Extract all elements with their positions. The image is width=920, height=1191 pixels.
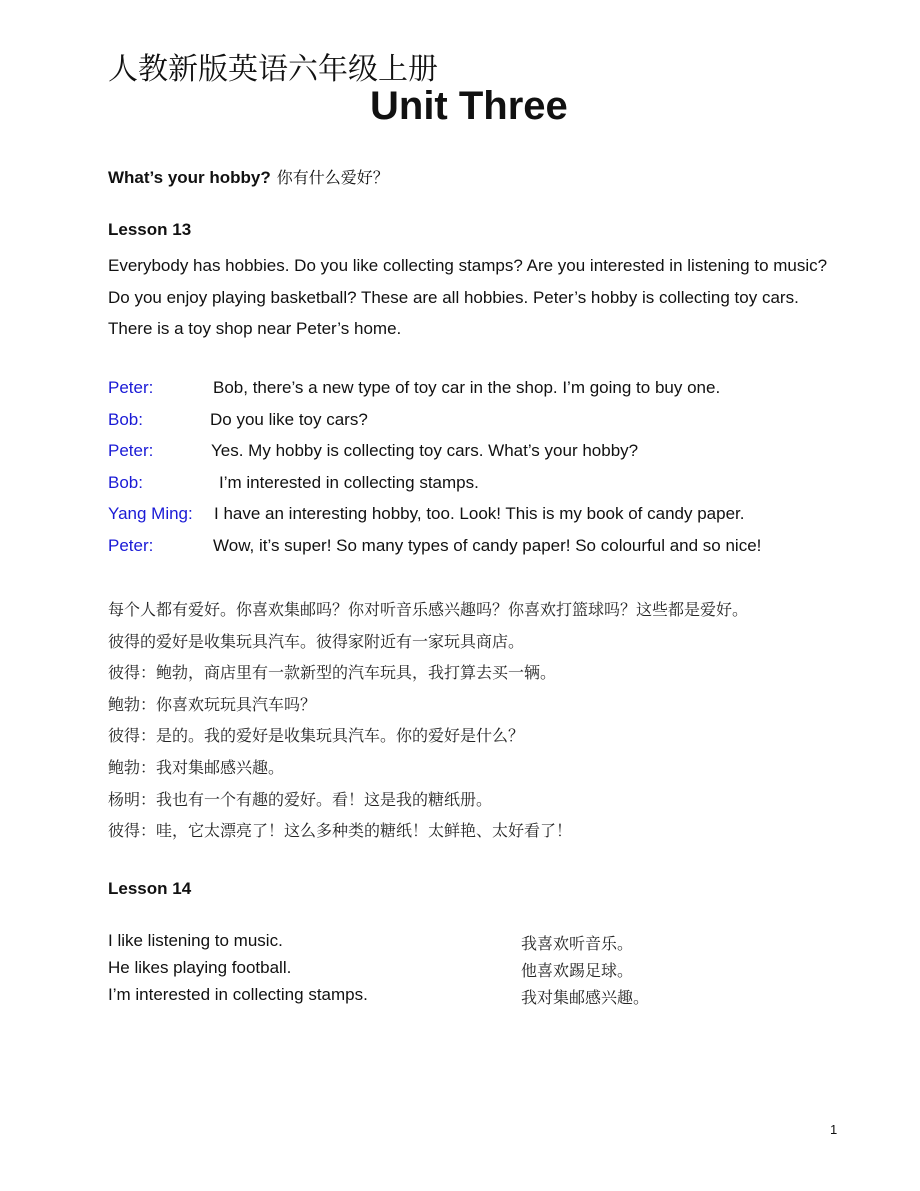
translation-line: 鲍勃：你喜欢玩玩具汽车吗？ xyxy=(108,695,317,714)
dialogue-line: Do you like toy cars? xyxy=(210,410,368,429)
dialogue-line: I have an interesting hobby, too. Look! This is my book of candy paper. xyxy=(214,504,745,523)
dialogue-speaker: Peter: xyxy=(108,441,154,460)
translation-line: 彼得：鲍勃，商店里有一款新型的汽车玩具，我打算去买一辆。 xyxy=(108,663,557,682)
dialogue-speaker: Bob: xyxy=(108,473,143,492)
dialogue-speaker: Peter: xyxy=(108,378,154,397)
translation-line: 彼得：是的。我的爱好是收集玩具汽车。你的爱好是什么？ xyxy=(108,726,525,745)
unit-title: Unit Three xyxy=(370,84,568,128)
dialogue-speaker: Yang Ming: xyxy=(108,504,193,523)
translation-line: 彼得的爱好是收集玩具汽车。彼得家附近有一家玩具商店。 xyxy=(108,632,525,651)
lesson-13-heading: Lesson 13 xyxy=(108,220,192,239)
lesson-14-heading: Lesson 14 xyxy=(108,879,192,898)
phrase-cn: 他喜欢踢足球。 xyxy=(521,961,634,980)
translation-line: 每个人都有爱好。你喜欢集邮吗？你对听音乐感兴趣吗？你喜欢打篮球吗？这些都是爱好。 xyxy=(108,600,749,619)
translation-line: 鲍勃：我对集邮感兴趣。 xyxy=(108,758,285,777)
section-heading-cn: 你有什么爱好？ xyxy=(276,168,389,187)
phrase-en: I’m interested in collecting stamps. xyxy=(108,985,368,1004)
phrase-cn: 我喜欢听音乐。 xyxy=(521,934,634,953)
section-heading xyxy=(108,165,389,188)
dialogue-line: Bob, there’s a new type of toy car in the shop. I’m going to buy one. xyxy=(213,378,721,397)
phrase-en: He likes playing football. xyxy=(108,958,292,977)
translation-line: 彼得：哇，它太漂亮了！这么多种类的糖纸！太鲜艳、太好看了！ xyxy=(108,821,573,840)
page-number: 1 xyxy=(830,1122,838,1137)
translation-line: 杨明：我也有一个有趣的爱好。看！这是我的糖纸册。 xyxy=(108,790,493,809)
lesson-13-intro: Everybody has hobbies. Do you like collecting stamps? Are you interested in listening to music? Do you enjoy playing basketball? These are all hobbies. Peter’s hobby is collecting toy cars. There is a toy shop near Peter’s home. xyxy=(108,256,828,338)
dialogue-speaker: Bob: xyxy=(108,410,143,429)
document-title: 人教新版英语六年级上册 xyxy=(108,52,438,87)
dialogue-speaker: Peter: xyxy=(108,536,154,555)
phrase-en: I like listening to music. xyxy=(108,931,283,950)
dialogue-line: I’m interested in collecting stamps. xyxy=(219,473,479,492)
section-heading-en: What’s your hobby? xyxy=(108,168,271,187)
dialogue-line: Yes. My hobby is collecting toy cars. What’s your hobby? xyxy=(211,441,639,460)
phrase-cn: 我对集邮感兴趣。 xyxy=(521,988,650,1007)
dialogue-line: Wow, it’s super! So many types of candy paper! So colourful and so nice! xyxy=(213,536,762,555)
